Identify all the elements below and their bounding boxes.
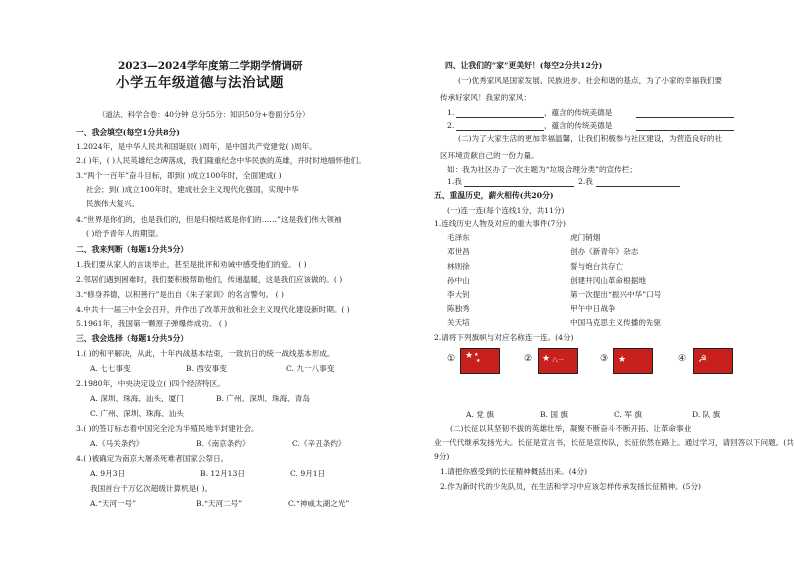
s5-q2: 2.作为新时代的少先队员，在生活和学习中应该怎样传承发扬长征精神。(5分)	[440, 482, 701, 491]
s3-q2-opt-b: B. 广州、深圳、珠海、青岛	[216, 394, 310, 403]
s5-p-c: 9分)	[434, 452, 450, 461]
s3-q1: 1.( )的和平解决，从此，十年内战基本结束，一致抗日的统一战线基本形成。	[76, 349, 335, 358]
event-7[interactable]: 中国马克思主义传播的先驱	[570, 318, 662, 327]
s3-q4: 4.( )被确定为南京大屠杀死难者国家公祭日。	[76, 454, 229, 463]
s3-q5-opt-a: A.“天河一号”	[90, 499, 137, 508]
section-2-heading: 二、我来判断（每题1分共5分）	[76, 245, 189, 254]
flag-2-army[interactable]	[538, 348, 578, 374]
exam-info: （道法、科学合卷：40分钟 总分55分：知识50分+卷面分5分）	[98, 110, 310, 119]
s3-q4-opt-a: A. 9月3日	[90, 469, 126, 478]
s3-q1-opt-a: A. 七七事变	[90, 364, 131, 373]
flag-2-text: 八一	[552, 357, 565, 364]
person-6[interactable]: 陈独秀	[447, 304, 470, 313]
section-1-heading: 一、我会填空(每空1分共8分)	[76, 128, 180, 137]
s2-item-3: 3.“修身养德，以积善行”是出自《朱子家训》的名言警句。 ( )	[76, 290, 285, 299]
exam-subject: 小学五年级道德与法治试题	[116, 75, 284, 91]
s4-blank1-label: 1.	[447, 108, 455, 117]
small-star-icon: ★	[476, 358, 481, 364]
s1-q3b: 社会；到( )成立100年时，建成社会主义现代化强国，实现中华	[86, 185, 299, 194]
event-5[interactable]: 第一次提出“振兴中华”口号	[570, 290, 662, 299]
s2-item-4: 4.中共十一届三中全会召开，并作出了改革开放和社会主义现代化建设新时期。( )	[76, 305, 350, 314]
s4-p1b: 传承好家风！我家的家风：	[440, 93, 532, 102]
s3-q2-opt-c: C. 广州、深圳、珠海、汕头	[90, 409, 184, 418]
s3-q1-opt-b: B. 西安事变	[186, 364, 227, 373]
s4-p4b: 2.我	[578, 177, 593, 186]
s4-blank1-line[interactable]	[456, 117, 544, 118]
s4-blank1-right: ，蕴含的传统美德是	[544, 108, 613, 117]
s5-sub1a: 1.连线历史人物及对应的重大事件(7分)	[434, 219, 566, 228]
s4-p1a: (一)优秀家风是国家发展、民族进步、社会和谐的基点，为了小家的幸福我们要	[458, 76, 723, 85]
person-1[interactable]: 毛泽东	[447, 233, 470, 242]
person-2[interactable]: 邓世昌	[447, 247, 470, 256]
s3-q2: 2.1980年，中央决定设立( )四个经济特区。	[76, 379, 225, 388]
section-5-heading: 五、重温历史，薪火相传(共20分)	[434, 191, 554, 200]
flag-num-2: ②	[524, 354, 533, 364]
s3-q3-opt-b: B.《南京条约》	[196, 439, 250, 448]
event-3[interactable]: 誓与炮台共存亡	[570, 262, 624, 271]
flag-3-pioneer[interactable]	[613, 348, 653, 374]
flag-num-1: ①	[447, 354, 456, 364]
person-7[interactable]: 关天培	[447, 318, 470, 327]
s3-q5-opt-b: B.“天河二号”	[196, 499, 243, 508]
s4-p3: 如：我为社区办了一次主题为“垃圾合理分类”的宣传栏；	[447, 165, 638, 174]
star-icon: ★	[618, 355, 627, 365]
s4-blank1-virtue-line[interactable]	[636, 117, 734, 118]
s4-blank2-line[interactable]	[456, 130, 544, 131]
s1-q4a: 4.“世界是你们的，也是我们的，但是归根结底是你们的……”这是我们伟大领袖	[76, 215, 342, 224]
flag-num-3: ③	[600, 354, 609, 364]
s5-p-a: (二)长征以其坚韧不拔的英雄壮举，凝聚不断奋斗不断开拓、让革命事业	[450, 424, 692, 433]
event-1[interactable]: 虎门销烟	[570, 233, 601, 242]
s4-blank2-label: 2.	[447, 121, 455, 130]
flag-name-b[interactable]: B. 国 旗	[540, 410, 569, 419]
s3-q5-opt-c: C.“神威太湖之光”	[288, 499, 350, 508]
section-4-heading: 四、让我们的“家”更美好！(每空2分共12分)	[445, 61, 603, 70]
s4-p2a: (二)为了大家生活的更加幸福温馨，让我们积极参与社区建设，为营造良好的社	[458, 134, 723, 143]
s4-p4a-line[interactable]	[464, 186, 574, 187]
s3-q3-opt-c: C.《辛丑条约》	[292, 439, 346, 448]
star-icon: ★	[542, 354, 551, 364]
s3-q5: 我国首台千万亿次超级计算机是( )。	[90, 484, 213, 493]
section-3-heading: 三、我会选择（每题1分共5分）	[76, 334, 189, 343]
s3-q4-opt-c: C. 9月1日	[290, 469, 326, 478]
flag-num-4: ④	[678, 354, 687, 364]
flag-4-party[interactable]	[693, 348, 733, 374]
s5-sub1: (一)连一连(每个连线1分，共11分)	[447, 206, 565, 215]
s4-blank2-right: ，蕴含的传统美德是	[544, 121, 613, 130]
event-2[interactable]: 创办《新青年》杂志	[570, 247, 639, 256]
s1-q4b: ( )给予青年人的期望。	[86, 229, 163, 238]
s4-p4a: 1.我	[447, 177, 462, 186]
person-4[interactable]: 孙中山	[447, 276, 470, 285]
flag-name-a[interactable]: A. 党 旗	[466, 410, 494, 419]
s3-q3-opt-a: A.《马关条约》	[90, 439, 144, 448]
event-4[interactable]: 创建井冈山革命根据地	[570, 276, 646, 285]
person-5[interactable]: 李大钊	[447, 290, 470, 299]
person-3[interactable]: 林则徐	[447, 262, 470, 271]
s5-q1: 1.请把你感受到的长征精神概括出来。(4分)	[440, 467, 588, 476]
s4-p4b-line[interactable]	[596, 186, 680, 187]
s1-q2: 2.( )年，( )人民英雄纪念碑落成，我们隆重纪念中华民族的英雄，并时时地缅怀他们。	[76, 156, 366, 165]
exam-title: 2023—2024学年度第二学期学情调研	[118, 60, 303, 72]
event-6[interactable]: 甲午中日战争	[570, 304, 616, 313]
s2-item-2: 2.邻居们遇到困难时，我们要积极帮助他们，传递温暖，这是我们应该做的。( )	[76, 275, 343, 284]
flag-name-c[interactable]: C. 军 旗	[614, 410, 642, 419]
hammer-sickle-icon: ☭	[698, 354, 707, 365]
s2-item-1: 1.我们要从家人的言谈举止，甚至是批评和劝诫中感受他们的爱。 ( )	[76, 260, 307, 269]
s1-q3a: 3.“两个一百年”奋斗目标，即到( )成立100年时，全面建成( )	[76, 171, 282, 180]
flags-question: 2.请将下列旗帜与对应名称连一连。(4分)	[434, 333, 574, 342]
s3-q3: 3.( )的签订标志着中国完全沦为半殖民地半封建社会。	[76, 424, 259, 433]
small-star-icon: ★	[474, 352, 479, 358]
s2-item-5: 5.1961年，我国第一颗原子弹爆炸成功。 ( )	[76, 319, 228, 328]
s3-q4-opt-b: B. 12月13日	[200, 469, 245, 478]
s4-p2b: 区环境贡献自己的一份力量。	[440, 151, 539, 160]
s3-q1-opt-c: C. 九一八事变	[286, 364, 335, 373]
s1-q3c: 民族伟大复兴。	[86, 199, 140, 208]
s5-p-b: 业一代代继承发扬光大。长征是宣言书，长征是宣传队，长征依然在路上。通过学习，请回答以下问题。(共	[434, 438, 794, 447]
flag-name-d[interactable]: D. 队 旗	[692, 410, 721, 419]
s4-blank2-virtue-line[interactable]	[636, 130, 734, 131]
star-icon: ★	[465, 351, 474, 361]
s1-q1: 1.2024年，是中华人民共和国诞辰( )周年，是中国共产党建党( )周年。	[76, 142, 317, 151]
s3-q2-opt-a: A. 深圳、珠海、汕头、厦门	[90, 394, 184, 403]
flag-1-national[interactable]	[460, 348, 500, 374]
